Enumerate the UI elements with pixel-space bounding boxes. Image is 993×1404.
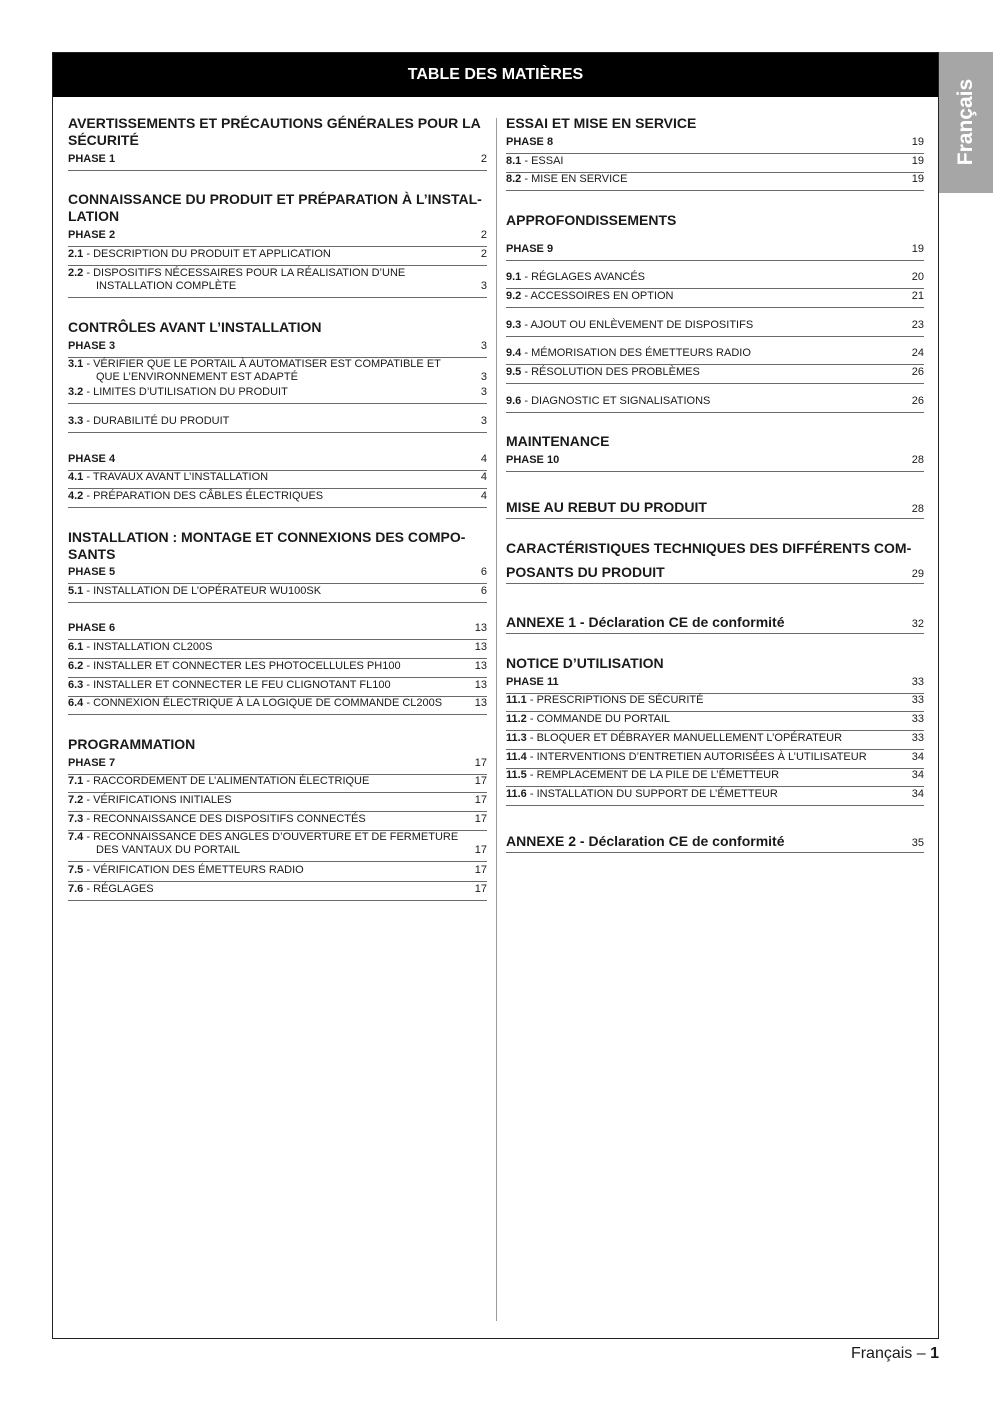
toc-row[interactable]: 5.1 - INSTALLATION DE L’OPÉRATEUR WU100SK 6 bbox=[68, 585, 487, 603]
toc-phase-row[interactable]: PHASE 7 17 bbox=[68, 757, 487, 775]
toc-row[interactable]: 6.4 - CONNEXION ÉLECTRIQUE À LA LOGIQUE DE COMMANDE CL200S 13 bbox=[68, 697, 487, 715]
toc-section-row[interactable]: ANNEXE 1 - Déclaration CE de conformité 32 bbox=[506, 614, 924, 634]
page-footer bbox=[851, 1345, 939, 1363]
toc-row[interactable]: 7.3 - RECONNAISSANCE DES DISPOSITIFS CONNECTÉS 17 bbox=[68, 813, 487, 831]
section-title: AVERTISSEMENTS ET PRÉCAUTIONS GÉNÉRALES POUR LA SÉCURITÉ bbox=[68, 115, 481, 148]
toc-section-row[interactable]: MISE AU REBUT DU PRODUIT 28 bbox=[506, 499, 924, 519]
section-title: CONNAISSANCE DU PRODUIT ET PRÉPARATION À L’INSTAL-LATION bbox=[68, 191, 482, 224]
language-tab-label: Français bbox=[954, 78, 977, 166]
column-divider bbox=[496, 118, 497, 1321]
toc-row[interactable]: 8.1 - ESSAI 19 bbox=[506, 155, 924, 173]
toc-row[interactable]: 9.6 - DIAGNOSTIC ET SIGNALISATIONS 26 bbox=[506, 395, 924, 413]
toc-section-row[interactable]: POSANTS DU PRODUIT 29 bbox=[506, 564, 924, 584]
section-title: PROGRAMMATION bbox=[68, 736, 196, 752]
section-title: ESSAI ET MISE EN SERVICE bbox=[506, 115, 697, 131]
toc-title: TABLE DES MATIÈRES bbox=[53, 53, 938, 97]
toc-row[interactable]: 3.2 - LIMITES D’UTILISATION DU PRODUIT 3 bbox=[68, 386, 487, 404]
toc-row[interactable]: 8.2 - MISE EN SERVICE 19 bbox=[506, 173, 924, 191]
section-title: APPROFONDISSEMENTS bbox=[506, 212, 677, 228]
toc-phase-row[interactable]: PHASE 3 3 bbox=[68, 340, 487, 358]
toc-row[interactable]: 4.1 - TRAVAUX AVANT L’INSTALLATION 4 bbox=[68, 471, 487, 489]
toc-row[interactable]: 4.2 - PRÉPARATION DES CÂBLES ÉLECTRIQUES 4 bbox=[68, 490, 487, 508]
toc-row[interactable]: 11.4 - INTERVENTIONS D’ENTRETIEN AUTORISÉES À L’UTILISATEUR 34 bbox=[506, 751, 924, 769]
section-title: CARACTÉRISTIQUES TECHNIQUES DES DIFFÉRENTS COM- bbox=[506, 540, 912, 556]
toc-row[interactable]: 6.3 - INSTALLER ET CONNECTER LE FEU CLIGNOTANT FL100 13 bbox=[68, 679, 487, 697]
language-tab bbox=[939, 52, 993, 193]
toc-phase-row[interactable]: PHASE 1 2 bbox=[68, 153, 487, 171]
toc-row[interactable]: 2.1 - DESCRIPTION DU PRODUIT ET APPLICATION 2 bbox=[68, 248, 487, 266]
toc-row[interactable]: 7.2 - VÉRIFICATIONS INITIALES 17 bbox=[68, 794, 487, 812]
toc-row[interactable]: 6.2 - INSTALLER ET CONNECTER LES PHOTOCELLULES PH100 13 bbox=[68, 660, 487, 678]
toc-row[interactable]: 7.5 - VÉRIFICATION DES ÉMETTEURS RADIO 17 bbox=[68, 864, 487, 882]
toc-row[interactable]: 6.1 - INSTALLATION CL200S 13 bbox=[68, 641, 487, 659]
toc-row[interactable]: 9.2 - ACCESSOIRES EN OPTION 21 bbox=[506, 290, 924, 308]
toc-row[interactable]: 11.2 - COMMANDE DU PORTAIL 33 bbox=[506, 713, 924, 731]
toc-phase-row[interactable]: PHASE 8 19 bbox=[506, 136, 924, 154]
toc-phase-row[interactable]: PHASE 11 33 bbox=[506, 676, 924, 694]
toc-row[interactable]: 9.1 - RÉGLAGES AVANCÉS 20 bbox=[506, 271, 924, 289]
toc-phase-row[interactable]: PHASE 9 19 bbox=[506, 243, 924, 261]
toc-row[interactable]: 7.1 - RACCORDEMENT DE L’ALIMENTATION ÉLECTRIQUE 17 bbox=[68, 775, 487, 793]
toc-row[interactable]: 9.5 - RÉSOLUTION DES PROBLÈMES 26 bbox=[506, 366, 924, 384]
toc-phase-row[interactable]: PHASE 6 13 bbox=[68, 622, 487, 640]
section-title: INSTALLATION : MONTAGE ET CONNEXIONS DES COMPO-SANTS bbox=[68, 529, 466, 562]
toc-phase-row[interactable]: PHASE 5 6 bbox=[68, 566, 487, 584]
toc-row[interactable]: 7.6 - RÉGLAGES 17 bbox=[68, 883, 487, 901]
toc-row[interactable]: 9.4 - MÉMORISATION DES ÉMETTEURS RADIO 24 bbox=[506, 347, 924, 365]
page-number: 1 bbox=[930, 1345, 939, 1362]
toc-row[interactable]: 2.2 - DISPOSITIFS NÉCESSAIRES POUR LA RÉALISATION D’UNE INSTALLATION COMPLÈTE 3 bbox=[68, 267, 487, 298]
toc-row[interactable]: 3.3 - DURABILITÉ DU PRODUIT 3 bbox=[68, 415, 487, 433]
toc-phase-row[interactable]: PHASE 2 2 bbox=[68, 229, 487, 247]
section-title: MAINTENANCE bbox=[506, 433, 610, 449]
toc-row[interactable]: 7.4 - RECONNAISSANCE DES ANGLES D’OUVERTURE ET DE FERMETURE DES VANTAUX DU PORTAIL 17 bbox=[68, 831, 487, 862]
toc-phase-row[interactable]: PHASE 10 28 bbox=[506, 454, 924, 472]
footer-label: Français – bbox=[850, 1345, 926, 1362]
section-title: CONTRÔLES AVANT L’INSTALLATION bbox=[68, 319, 322, 335]
toc-row[interactable]: 11.1 - PRESCRIPTIONS DE SÉCURITÉ 33 bbox=[506, 694, 924, 712]
section-title: NOTICE D’UTILISATION bbox=[506, 655, 664, 671]
toc-row[interactable]: 11.3 - BLOQUER ET DÉBRAYER MANUELLEMENT L’OPÉRATEUR 33 bbox=[506, 732, 924, 750]
toc-phase-row[interactable]: PHASE 4 4 bbox=[68, 453, 487, 471]
toc-row[interactable]: 11.5 - REMPLACEMENT DE LA PILE DE L’ÉMETTEUR 34 bbox=[506, 769, 924, 787]
toc-row[interactable]: 3.1 - VÉRIFIER QUE LE PORTAIL À AUTOMATISER EST COMPATIBLE ET QUE L’ENVIRONNEMENT EST ADAPTÉ 3 bbox=[68, 358, 487, 383]
toc-section-row[interactable]: ANNEXE 2 - Déclaration CE de conformité 35 bbox=[506, 833, 924, 853]
toc-row[interactable]: 11.6 - INSTALLATION DU SUPPORT DE L’ÉMETTEUR 34 bbox=[506, 788, 924, 806]
toc-row[interactable]: 9.3 - AJOUT OU ENLÈVEMENT DE DISPOSITIFS 23 bbox=[506, 319, 924, 337]
